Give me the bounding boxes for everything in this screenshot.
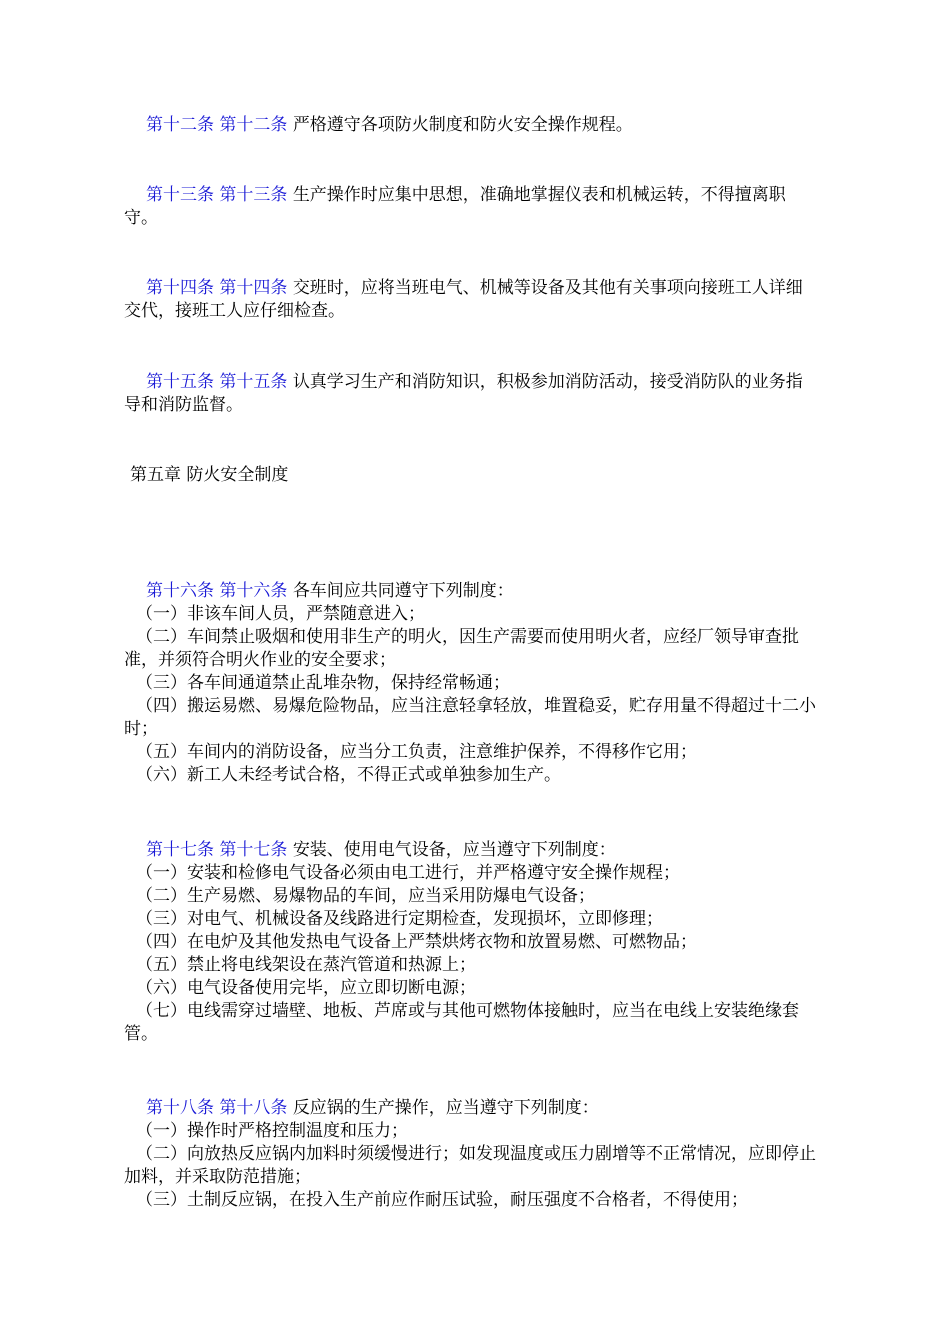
article-intro: 反应锅的生产操作，应当遵守下列制度： bbox=[292, 1098, 599, 1118]
rule-item-continued: 准，并须符合明火作业的安全要求； bbox=[124, 650, 396, 670]
article-17-line-1 bbox=[124, 839, 836, 862]
article-text: 严格遵守各项防火制度和防火安全操作规程。 bbox=[292, 115, 633, 135]
article-intro: 安装、使用电气设备，应当遵守下列制度： bbox=[292, 840, 616, 860]
rule-item: （一）非该车间人员，严禁随意进入； bbox=[136, 604, 425, 624]
article-16-line-1 bbox=[124, 580, 836, 603]
article-number: 第十二条 bbox=[146, 115, 214, 135]
article-number-link[interactable]: 第十三条 bbox=[219, 185, 288, 205]
article-15 bbox=[124, 371, 836, 417]
rule-item: （一）操作时严格控制温度和压力； bbox=[136, 1121, 408, 1141]
article-text-continued: 守。 bbox=[124, 208, 158, 228]
article-16 bbox=[124, 580, 836, 787]
article-18-line-1 bbox=[124, 1097, 836, 1120]
rule-item-continued: 时； bbox=[124, 719, 158, 739]
article-number: 第十六条 bbox=[146, 581, 214, 601]
rule-item: （一）安装和检修电气设备必须由电工进行，并严格遵守安全操作规程； bbox=[136, 863, 680, 883]
article-number: 第十四条 bbox=[146, 278, 214, 298]
rule-item: （六）新工人未经考试合格，不得正式或单独参加生产。 bbox=[136, 765, 561, 785]
rule-item: （三）对电气、机械设备及线路进行定期检查，发现损坏，立即修理； bbox=[136, 909, 663, 929]
article-number-link[interactable]: 第十六条 bbox=[219, 581, 288, 601]
article-text-continued: 导和消防监督。 bbox=[124, 395, 243, 415]
rule-item: （二）车间禁止吸烟和使用非生产的明火，因生产需要而使用明火者，应经厂领导审查批 bbox=[136, 627, 799, 647]
rule-item-continued: 加料，并采取防范措施； bbox=[124, 1167, 311, 1187]
article-number-link[interactable]: 第十二条 bbox=[219, 115, 288, 135]
article-17 bbox=[124, 839, 836, 1046]
article-text: 认真学习生产和消防知识，积极参加消防活动，接受消防队的业务指 bbox=[292, 372, 803, 392]
article-15-line-1 bbox=[124, 371, 836, 394]
article-text: 交班时，应将当班电气、机械等设备及其他有关事项向接班工人详细 bbox=[292, 278, 803, 298]
article-number: 第十五条 bbox=[146, 372, 214, 392]
article-intro: 各车间应共同遵守下列制度： bbox=[292, 581, 514, 601]
article-14 bbox=[124, 277, 836, 323]
rule-item-continued: 管。 bbox=[124, 1024, 158, 1044]
rule-item: （四）搬运易燃、易爆危险物品，应当注意轻拿轻放，堆置稳妥，贮存用量不得超过十二小 bbox=[136, 696, 816, 716]
article-18 bbox=[124, 1097, 836, 1212]
rule-item: （七）电线需穿过墙壁、地板、芦席或与其他可燃物体接触时，应当在电线上安装绝缘套 bbox=[136, 1001, 799, 1021]
chapter-heading: 第五章 防火安全制度 bbox=[130, 465, 289, 485]
article-number-link[interactable]: 第十八条 bbox=[219, 1098, 288, 1118]
article-number: 第十八条 bbox=[146, 1098, 214, 1118]
article-13-line-1 bbox=[124, 184, 836, 207]
rule-item: （五）车间内的消防设备，应当分工负责，注意维护保养，不得移作它用； bbox=[136, 742, 697, 762]
article-number: 第十三条 bbox=[146, 185, 214, 205]
article-number-link[interactable]: 第十五条 bbox=[219, 372, 288, 392]
article-text-continued: 交代，接班工人应仔细检查。 bbox=[124, 301, 345, 321]
rule-item: （六）电气设备使用完毕，应立即切断电源； bbox=[136, 978, 476, 998]
rule-item: （五）禁止将电线架设在蒸汽管道和热源上； bbox=[136, 955, 476, 975]
article-13 bbox=[124, 184, 836, 230]
rule-item: （三）各车间通道禁止乱堆杂物，保持经常畅通； bbox=[136, 673, 510, 693]
article-number-link[interactable]: 第十四条 bbox=[219, 278, 288, 298]
rule-item: （四）在电炉及其他发热电气设备上严禁烘烤衣物和放置易燃、可燃物品； bbox=[136, 932, 697, 952]
rule-item: （三）土制反应锅，在投入生产前应作耐压试验，耐压强度不合格者，不得使用； bbox=[136, 1190, 748, 1210]
article-14-line-1 bbox=[124, 277, 836, 300]
article-number-link[interactable]: 第十七条 bbox=[219, 840, 288, 860]
article-12 bbox=[124, 114, 836, 137]
rule-item: （二）生产易燃、易爆物品的车间，应当采用防爆电气设备； bbox=[136, 886, 595, 906]
article-text: 生产操作时应集中思想，准确地掌握仪表和机械运转，不得擅离职 bbox=[292, 185, 786, 205]
article-12-line-1 bbox=[124, 114, 836, 137]
article-number: 第十七条 bbox=[146, 840, 214, 860]
rule-item: （二）向放热反应锅内加料时须缓慢进行；如发现温度或压力剧增等不正常情况，应即停止 bbox=[136, 1144, 816, 1164]
